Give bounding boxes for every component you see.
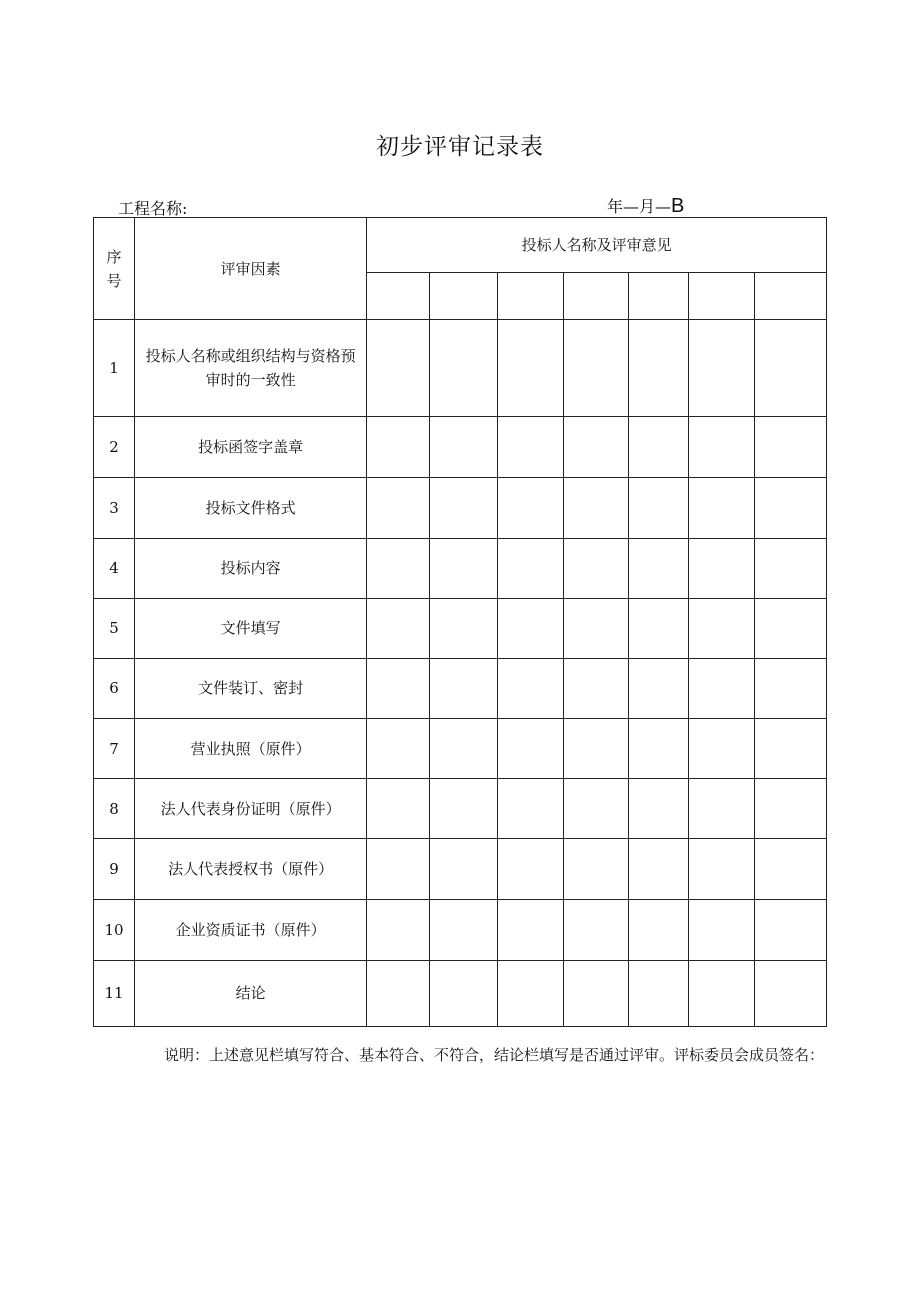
opinion-cell[interactable] — [367, 538, 430, 598]
row-factor: 企业资质证书（原件） — [135, 899, 367, 960]
review-table — [93, 217, 827, 1027]
table-row — [94, 839, 827, 899]
opinion-cell[interactable] — [628, 417, 688, 478]
opinion-cell[interactable] — [563, 320, 628, 417]
opinion-cell[interactable] — [628, 899, 688, 960]
row-seq: 8 — [94, 779, 135, 839]
opinion-cell[interactable] — [367, 417, 430, 478]
opinion-cell[interactable] — [688, 417, 754, 478]
opinion-cell[interactable] — [688, 839, 754, 899]
header-seq-line2: 号 — [106, 271, 122, 290]
opinion-cell[interactable] — [498, 658, 563, 718]
row-seq: 11 — [94, 960, 135, 1026]
opinion-cell[interactable] — [430, 839, 498, 899]
row-seq: 1 — [94, 320, 135, 417]
opinion-cell[interactable] — [367, 719, 430, 779]
table-row — [94, 598, 827, 658]
opinion-cell[interactable] — [628, 839, 688, 899]
opinion-cell[interactable] — [628, 478, 688, 538]
opinion-cell[interactable] — [430, 598, 498, 658]
opinion-cell[interactable] — [628, 320, 688, 417]
opinion-cell[interactable] — [563, 417, 628, 478]
opinion-cell[interactable] — [628, 658, 688, 718]
row-seq: 7 — [94, 719, 135, 779]
row-factor: 文件填写 — [135, 598, 367, 658]
row-factor: 投标人名称或组织结构与资格预审时的一致性 — [135, 320, 367, 417]
opinion-cell[interactable] — [754, 598, 826, 658]
project-name-label: 工程名称: — [118, 199, 188, 218]
row-seq: 5 — [94, 598, 135, 658]
opinion-cell[interactable] — [628, 598, 688, 658]
opinion-cell[interactable] — [754, 478, 826, 538]
opinion-cell[interactable] — [628, 719, 688, 779]
row-seq: 3 — [94, 478, 135, 538]
row-seq: 9 — [94, 839, 135, 899]
opinion-cell[interactable] — [498, 320, 563, 417]
row-factor: 结论 — [135, 960, 367, 1026]
opinion-cell[interactable] — [688, 478, 754, 538]
table-row — [94, 719, 827, 779]
header-bidders: 投标人名称及评审意见 — [367, 218, 827, 273]
opinion-cell[interactable] — [688, 719, 754, 779]
opinion-cell[interactable] — [367, 478, 430, 538]
bidder-name-cell[interactable] — [628, 273, 688, 320]
date-suffix: B — [671, 195, 685, 217]
row-seq: 4 — [94, 538, 135, 598]
bidder-name-cell[interactable] — [367, 273, 430, 320]
row-factor: 投标文件格式 — [135, 478, 367, 538]
row-factor: 投标内容 — [135, 538, 367, 598]
opinion-cell[interactable] — [754, 417, 826, 478]
opinion-cell[interactable] — [430, 320, 498, 417]
table-row — [94, 320, 827, 417]
row-seq: 10 — [94, 899, 135, 960]
opinion-cell[interactable] — [430, 960, 498, 1026]
opinion-cell[interactable] — [563, 899, 628, 960]
opinion-cell[interactable] — [430, 658, 498, 718]
table-row — [94, 779, 827, 839]
note-text: 说明：上述意见栏填写符合、基本符合、不符合，结论栏填写是否通过评审。评标委员会成员签名： — [164, 1046, 825, 1064]
table-body — [94, 320, 827, 1027]
opinion-cell[interactable] — [367, 598, 430, 658]
opinion-cell[interactable] — [563, 658, 628, 718]
opinion-cell[interactable] — [498, 779, 563, 839]
opinion-cell[interactable] — [430, 779, 498, 839]
opinion-cell[interactable] — [754, 538, 826, 598]
opinion-cell[interactable] — [367, 658, 430, 718]
opinion-cell[interactable] — [430, 478, 498, 538]
opinion-cell[interactable] — [754, 719, 826, 779]
opinion-cell[interactable] — [754, 779, 826, 839]
opinion-cell[interactable] — [688, 960, 754, 1026]
opinion-cell[interactable] — [628, 538, 688, 598]
opinion-cell[interactable] — [563, 960, 628, 1026]
date-field — [607, 194, 684, 218]
header-factor: 评审因素 — [135, 218, 367, 320]
opinion-cell[interactable] — [563, 839, 628, 899]
table-row — [94, 417, 827, 478]
opinion-cell[interactable] — [688, 320, 754, 417]
header-seq — [94, 218, 135, 320]
bidder-name-cell[interactable] — [563, 273, 628, 320]
row-factor: 文件装订、密封 — [135, 658, 367, 718]
opinion-cell[interactable] — [754, 899, 826, 960]
opinion-cell[interactable] — [430, 899, 498, 960]
opinion-cell[interactable] — [688, 538, 754, 598]
opinion-cell[interactable] — [563, 598, 628, 658]
opinion-cell[interactable] — [430, 417, 498, 478]
table-row — [94, 899, 827, 960]
opinion-cell[interactable] — [563, 478, 628, 538]
row-seq: 6 — [94, 658, 135, 718]
opinion-cell[interactable] — [563, 779, 628, 839]
opinion-cell[interactable] — [367, 960, 430, 1026]
row-factor: 营业执照（原件） — [135, 719, 367, 779]
opinion-cell[interactable] — [563, 538, 628, 598]
row-factor: 法人代表授权书（原件） — [135, 839, 367, 899]
header-seq-line1: 序 — [106, 247, 122, 266]
opinion-cell[interactable] — [367, 839, 430, 899]
table-row — [94, 478, 827, 538]
table-row — [94, 960, 827, 1026]
opinion-cell[interactable] — [628, 779, 688, 839]
opinion-cell[interactable] — [430, 538, 498, 598]
opinion-cell[interactable] — [754, 320, 826, 417]
opinion-cell[interactable] — [498, 719, 563, 779]
opinion-cell[interactable] — [688, 779, 754, 839]
bidder-name-cell[interactable] — [754, 273, 826, 320]
opinion-cell[interactable] — [688, 658, 754, 718]
opinion-cell[interactable] — [498, 839, 563, 899]
opinion-cell[interactable] — [754, 658, 826, 718]
row-factor: 法人代表身份证明（原件） — [135, 779, 367, 839]
opinion-cell[interactable] — [498, 538, 563, 598]
opinion-cell[interactable] — [367, 899, 430, 960]
opinion-cell[interactable] — [430, 719, 498, 779]
opinion-cell[interactable] — [754, 960, 826, 1026]
bidder-name-cell[interactable] — [688, 273, 754, 320]
table-row — [94, 538, 827, 598]
opinion-cell[interactable] — [367, 320, 430, 417]
opinion-cell[interactable] — [498, 899, 563, 960]
opinion-cell[interactable] — [688, 899, 754, 960]
opinion-cell[interactable] — [563, 719, 628, 779]
table-row — [94, 658, 827, 718]
bidder-name-cell[interactable] — [498, 273, 563, 320]
opinion-cell[interactable] — [498, 417, 563, 478]
bidder-name-cell[interactable] — [430, 273, 498, 320]
opinion-cell[interactable] — [628, 960, 688, 1026]
opinion-cell[interactable] — [754, 839, 826, 899]
opinion-cell[interactable] — [498, 478, 563, 538]
row-factor: 投标函签字盖章 — [135, 417, 367, 478]
date-label: 年—月— — [607, 197, 672, 216]
page-title: 初步评审记录表 — [376, 134, 544, 160]
opinion-cell[interactable] — [498, 598, 563, 658]
opinion-cell[interactable] — [688, 598, 754, 658]
opinion-cell[interactable] — [367, 779, 430, 839]
row-seq: 2 — [94, 417, 135, 478]
opinion-cell[interactable] — [498, 960, 563, 1026]
